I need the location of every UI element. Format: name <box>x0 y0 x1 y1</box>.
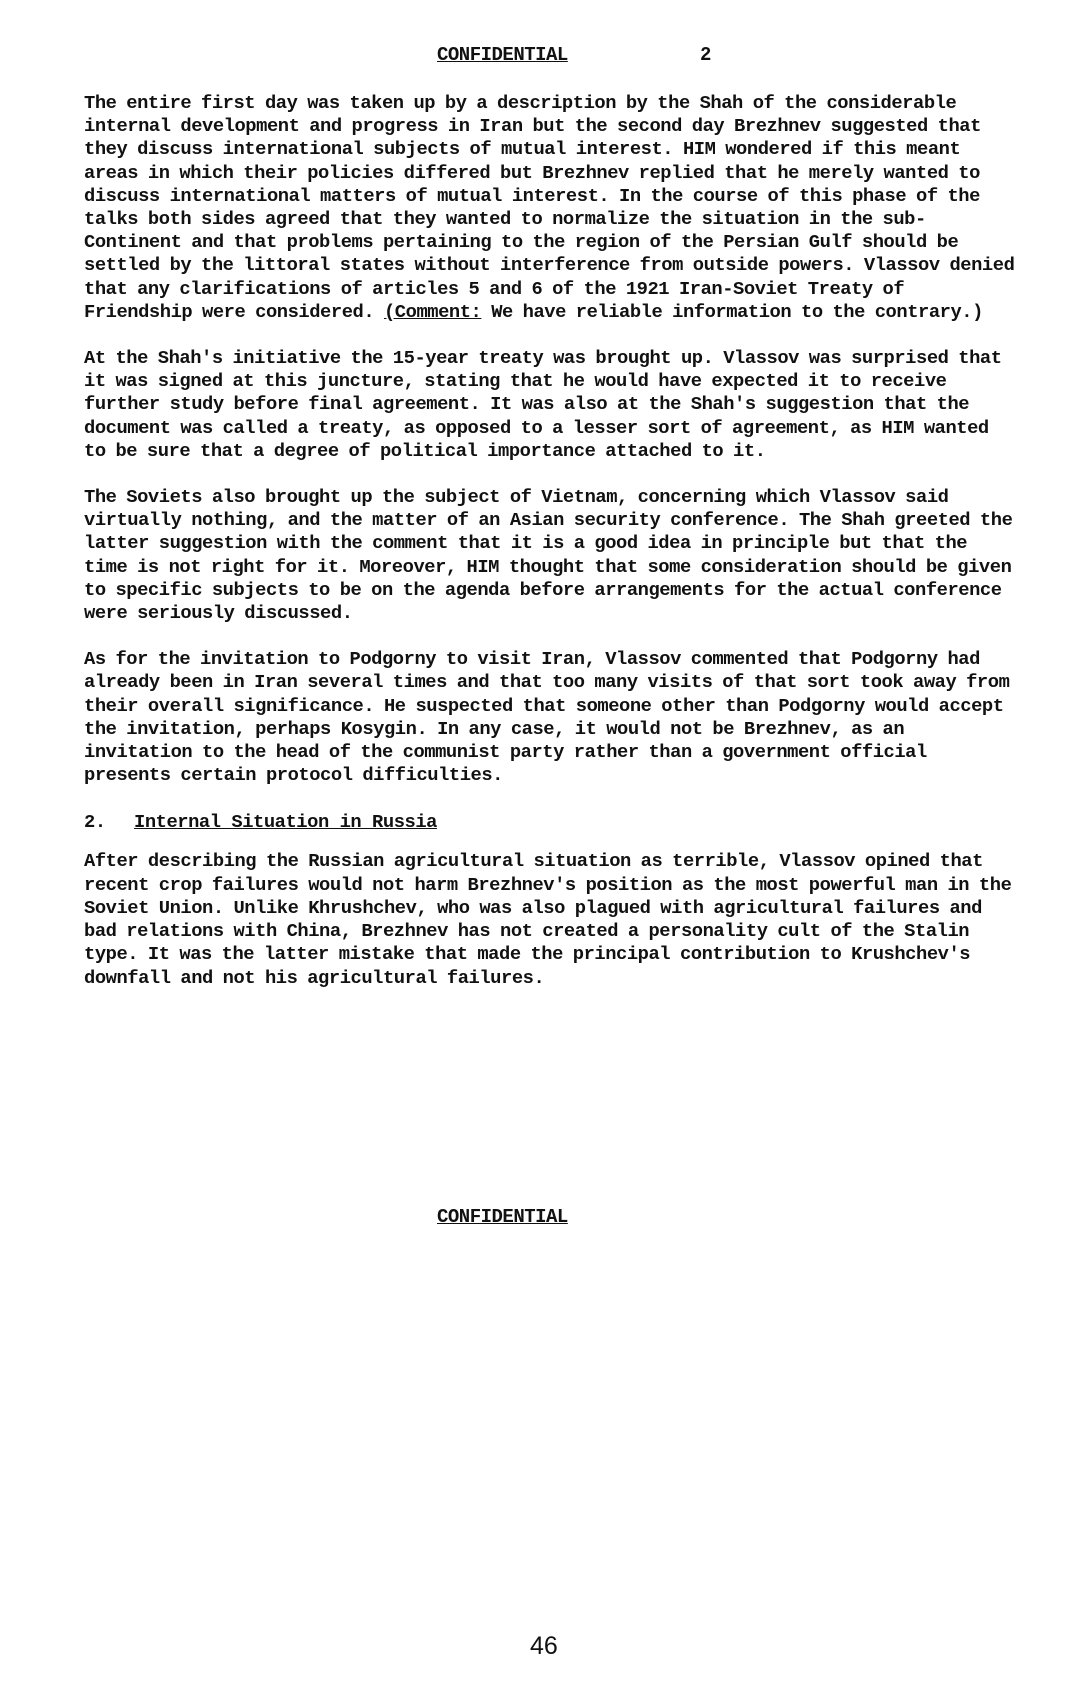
paragraph-podgorny-invitation: As for the invitation to Podgorny to visit Iran, Vlassov commented that Podgorny had already been in Iran several times and that too many visits of that sort took away from their overall significance. He suspected that someone other than Podgorny would accept the invitation, perhaps Kosygin. In any case, it would not be Brezhnev, as an invitation to the head of the communist party rather than a government official presents certain protocol difficulties. <box>84 648 1010 787</box>
section-title: Internal Situation in Russia <box>134 811 437 834</box>
paragraph-15-year-treaty: At the Shah's initiative the 15-year treaty was brought up. Vlassov was surprised that it was signed at this juncture, stating that he would have expected it to receive further study before final agreement. It was also at the Shah's suggestion that the document was called a treaty, as opposed to a lesser sort of agreement, as HIM wanted to be sure that a degree of political importance attached to it. <box>84 347 1002 462</box>
paragraph-vietnam-asian-security: The Soviets also brought up the subject of Vietnam, concerning which Vlassov said virtually nothing, and the matter of an Asian security conference. The Shah greeted the latter suggestion with the comment that it is a good idea in principle but that the time is not right for it. Moreover, HIM thought that some consideration should be given to specific subjects to be on the agenda before arrangements for the actual conference were seriously discussed. <box>84 486 1013 625</box>
paragraph-text: The entire first day was taken up by a description by the Shah of the considerable internal development and progress in Iran but the second day Brezhnev suggested that they discuss international subjects of mutual interest. HIM wondered if this meant areas in which their policies differed but Brezhnev replied that he merely wanted to discuss international matters of mutual interest. In the course of this phase of the talks both sides agreed that they wanted to normalize the situation in the sub-Continent and that problems pertaining to the region of the Persian Gulf should be settled by the littoral states without interference from outside powers. Vlassov denied that any clarifications of articles 5 and 6 of the 1921 Iran-Soviet Treaty of Friendship were considered. <box>84 92 1015 323</box>
paragraph-agricultural-situation: After describing the Russian agricultural situation as terrible, Vlassov opined that recent crop failures would not harm Brezhnev's position as the most powerful man in the Soviet Union. Unlike Khrushchev, who was also plagued with agricultural failures and bad relations with China, Brezhnev has not created a personality cult of the Stalin type. It was the latter mistake that made the principal contribution to Krushchev's downfall and not his agricultural failures. <box>84 850 1012 989</box>
header-page-number: 2 <box>700 44 712 66</box>
document-body <box>84 92 1019 1013</box>
section-number: 2. <box>84 811 106 834</box>
page-header <box>0 44 1067 70</box>
folio-number: 46 <box>530 1632 558 1660</box>
section-heading-internal-situation <box>84 810 1019 834</box>
header-classification-marking: CONFIDENTIAL <box>437 44 568 66</box>
comment-label: (Comment: <box>383 300 482 323</box>
comment-text: We have reliable information to the contrary.) <box>481 300 983 323</box>
paragraph-first-day-talks <box>84 92 1019 324</box>
footer-classification-marking: CONFIDENTIAL <box>437 1206 568 1228</box>
